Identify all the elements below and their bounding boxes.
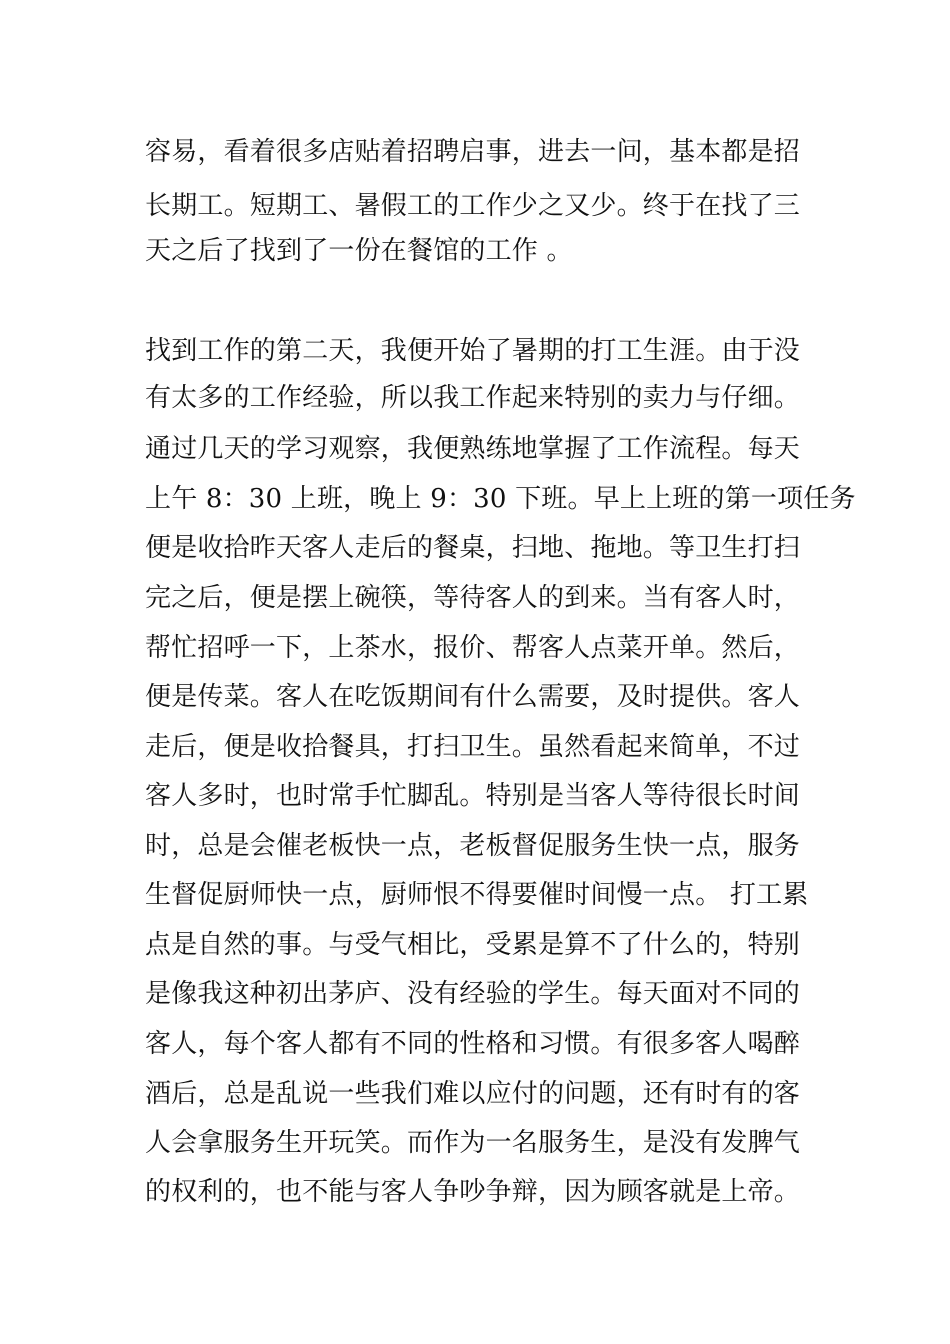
text-line: 有太多的工作经验，所以我工作起来特别的卖力与仔细。 [145, 383, 801, 413]
text-line: 是像我这种初出茅庐、没有经验的学生。每天面对不同的 [145, 979, 801, 1009]
text-line: 客人多时，也时常手忙脚乱。特别是当客人等待很长时间 [145, 781, 801, 811]
text-line: 完之后，便是摆上碗筷，等待客人的到来。当有客人时， [145, 583, 801, 613]
text-line: 找到工作的第二天，我便开始了暑期的打工生涯。由于没 [145, 336, 801, 366]
text-line: 便是传菜。客人在吃饭期间有什么需要，及时提供。客人 [145, 682, 801, 712]
text-line: 生督促厨师快一点，厨师恨不得要催时间慢一点。 打工累 [145, 880, 809, 910]
text-line: 人会拿服务生开玩笑。而作为一名服务生，是没有发脾气 [145, 1128, 801, 1158]
text-line: 的权利的，也不能与客人争吵争辩，因为顾客就是上帝。 [145, 1177, 801, 1207]
text-line: 酒后，总是乱说一些我们难以应付的问题，还有时有的客 [145, 1079, 801, 1109]
text-line: 上午 8：30 上班，晚上 9：30 下班。早上上班的第一项任务 [145, 484, 856, 514]
text-line: 走后，便是收拾餐具，打扫卫生。虽然看起来简单，不过 [145, 732, 801, 762]
text-line: 时，总是会催老板快一点，老板督促服务生快一点，服务 [145, 831, 801, 861]
text-line: 天之后了找到了一份在餐馆的工作 。 [145, 236, 573, 266]
text-line: 容易，看着很多店贴着招聘启事，进去一问，基本都是招 [145, 137, 801, 167]
text-line: 通过几天的学习观察，我便熟练地掌握了工作流程。每天 [145, 434, 801, 464]
text-line: 长期工。短期工、暑假工的工作少之又少。终于在找了三 [145, 191, 801, 221]
text-line: 客人，每个客人都有不同的性格和习惯。有很多客人喝醉 [145, 1029, 801, 1059]
text-line: 便是收拾昨天客人走后的餐桌，扫地、拖地。等卫生打扫 [145, 533, 801, 563]
text-line: 点是自然的事。与受气相比，受累是算不了什么的，特别 [145, 930, 801, 960]
text-line: 帮忙招呼一下，上茶水，报价、帮客人点菜开单。然后， [145, 633, 801, 663]
